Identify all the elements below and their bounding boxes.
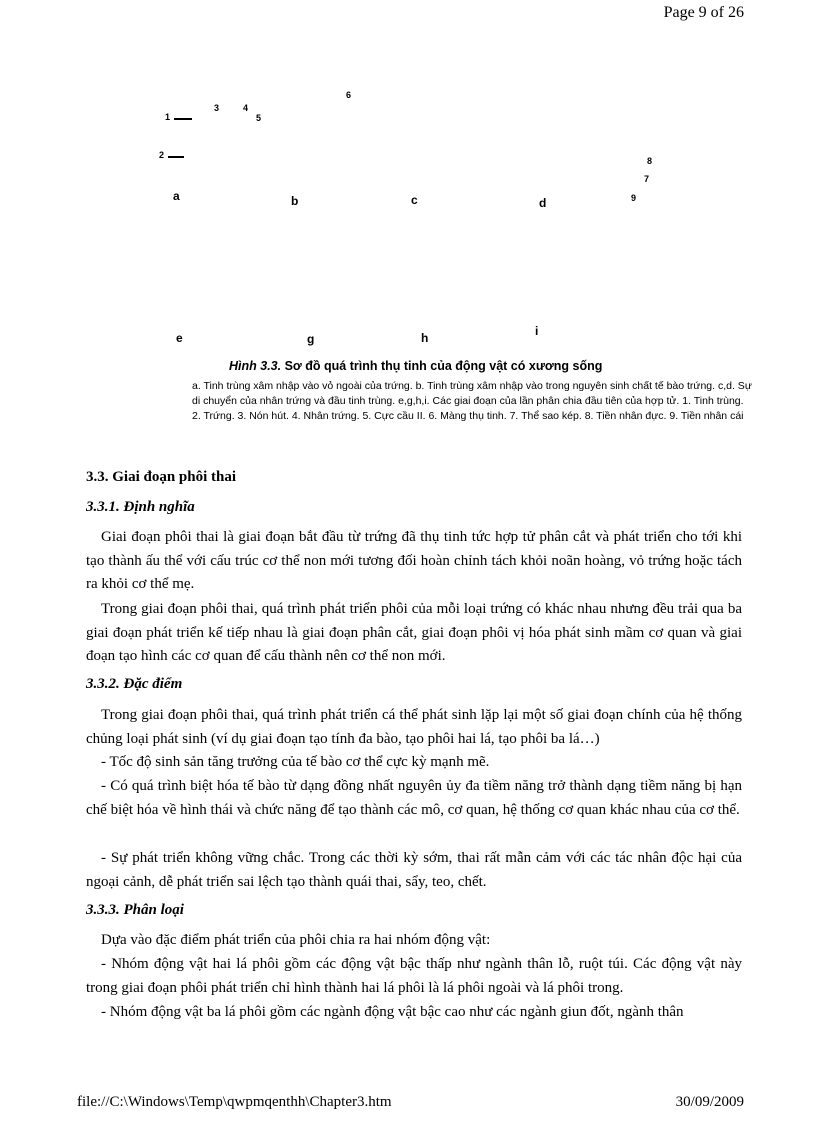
paragraph-features-3: - Có quá trình biệt hóa tế bào từ dạng đồng nhất nguyên ủy đa tiềm năng trở thành dạng tiềm năng bị hạn chế biệt hóa về hình thái và chức năng để tạo thành các mô, cơ quan, hệ thống cơ quan khác nhau của cơ thể. (86, 778, 742, 818)
figure-caption: a. Tinh trùng xâm nhập vào vỏ ngoài của trứng. b. Tinh trùng xâm nhập vào trong nguyên sinh chất tế bào trứng. c,d. Sự di chuyển của nhân trứng và đầu tinh trùng. e,g,h,i. Các giai đoạn của lần phân chia đầu tiên của hợp tử. 1. Tinh trùng. 2. Trứng. 3. Nón hút. 4. Nhân trứng. 5. Cực cầu II. 6. Màng thụ tinh. 7. Thể sao kép. 8. Tiền nhân đực. 9. Tiền nhân cái (192, 380, 752, 422)
figure-label-g: g (307, 332, 315, 346)
figure-label-h: h (421, 331, 429, 345)
paragraph-features-1: Trong giai đoạn phôi thai, quá trình phát triển cá thể phát sinh lặp lại một số giai đoạn chính của hệ thống chủng loại phát sinh (ví dụ giai đoạn tạo tính đa bào, tạo phôi hai lá, tạo phôi ba lá…) (86, 707, 742, 747)
section-heading: 3.3. Giai đoạn phôi thai (86, 469, 237, 485)
pointer-line-1 (174, 118, 192, 120)
paragraph-definition-1: Giai đoạn phôi thai là giai đoạn bắt đầu từ trứng đã thụ tinh tức hợp tử phân cắt và phát triển cho tới khi tạo thành ấu thể với cấu trúc cơ thể non mới tương đối hoàn chỉnh tách khỏi noãn hoàng, vỏ trứng hoặc tách ra khỏi cơ thể mẹ. (86, 529, 742, 592)
figure-number-6: 6 (346, 90, 352, 100)
figure-number-5: 5 (256, 113, 262, 123)
figure-number-4: 4 (243, 103, 249, 113)
paragraph-classification-3: - Nhóm động vật ba lá phôi gồm các ngành động vật bậc cao như các ngành giun đốt, ngành thân (101, 1004, 684, 1020)
figure-title-text: Sơ đồ quá trình thụ tinh của động vật có xương sống (284, 359, 603, 373)
subsection-heading-3-3-1: 3.3.1. Định nghĩa (86, 499, 195, 515)
subsection-heading-3-3-3: 3.3.3. Phân loại (86, 902, 184, 918)
figure-label-b: b (291, 194, 299, 208)
page-number: Page 9 of 26 (663, 4, 744, 21)
figure-number-7: 7 (644, 174, 650, 184)
subsection-heading-3-3-2: 3.3.2. Đặc điểm (86, 676, 183, 692)
figure-title (229, 359, 602, 373)
figure-title-prefix: Hình 3.3. (229, 359, 282, 373)
paragraph-definition-2: Trong giai đoạn phôi thai, quá trình phát triển phôi của mỗi loại trứng có khác nhau nhưng đều trải qua ba giai đoạn phát triển kế tiếp nhau là giai đoạn phân cắt, giai đoạn phôi vị hóa phát sinh mầm cơ quan và giai đoạn tạo hình các cơ quan để cấu thành nên cơ thể non mới. (86, 601, 742, 664)
paragraph-features-4: - Sự phát triển không vững chắc. Trong các thời kỳ sớm, thai rất mẫn cảm với các tác nhân độc hại của ngoại cảnh, dễ phát triển sai lệch tạo thành quái thai, sẩy, teo, chết. (86, 850, 742, 890)
figure-number-2: 2 (159, 150, 165, 160)
footer-date: 30/09/2009 (675, 1094, 744, 1110)
figure-label-i: i (535, 324, 539, 338)
figure-label-c: c (411, 193, 418, 207)
figure-label-d: d (539, 196, 547, 210)
pointer-line-2 (168, 156, 184, 158)
figure-number-9: 9 (631, 193, 637, 203)
paragraph-classification-1: Dựa vào đặc điểm phát triển của phôi chia ra hai nhóm động vật: (101, 932, 491, 948)
footer-file-path: file://C:\Windows\Temp\qwpmqenthh\Chapter3.htm (77, 1094, 392, 1110)
paragraph-features-2: - Tốc độ sinh sản tăng trưởng của tế bào cơ thể cực kỳ mạnh mẽ. (101, 754, 490, 770)
figure-label-a: a (173, 189, 180, 203)
figure-number-1: 1 (165, 112, 171, 122)
figure-number-3: 3 (214, 103, 220, 113)
figure-number-8: 8 (647, 156, 653, 166)
figure-label-e: e (176, 331, 183, 345)
paragraph-classification-2: - Nhóm động vật hai lá phôi gồm các động vật bậc thấp như ngành thân lỗ, ruột túi. Các động vật này trong giai đoạn phôi phát triển chỉ hình thành hai lá phôi là lá phôi ngoài và lá phôi trong. (86, 956, 742, 996)
